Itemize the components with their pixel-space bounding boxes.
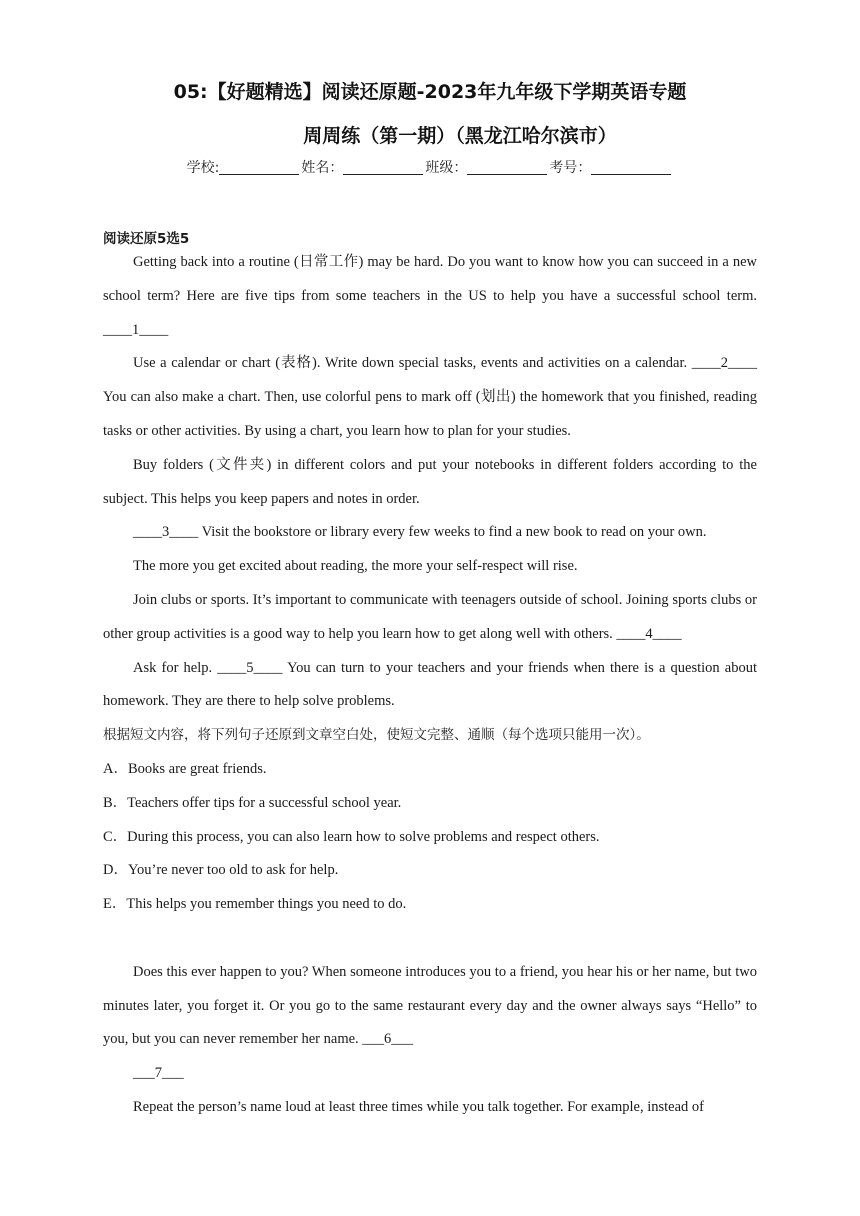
exam-no-label: 考号： xyxy=(549,160,592,176)
instruction-text: 根据短文内容，将下列句子还原到文章空白处，使短文完整、通顺（每个选项只能用一次）。 xyxy=(103,727,650,744)
passage2-paragraph: Repeat the person’s name loud at least three times while you talk together. For example, instead of xyxy=(133,1098,704,1115)
exam-no-blank xyxy=(591,160,671,175)
passage1-paragraph: Ask for help. ____5____ You can turn to your teachers and your friends when there is a question about homework. They are there to help solve problems. xyxy=(103,659,757,710)
document-title-line2: 周周练（第一期）（黑龙江哈尔滨市） xyxy=(303,125,617,147)
passage1-paragraph: ____3____ Visit the bookstore or library every few weeks to find a new book to read on your own. xyxy=(133,524,707,541)
option-c: C．During this process, you can also learn how to solve problems and respect others. xyxy=(103,828,600,845)
passage1-paragraph: Getting back into a routine (日常工作) may be hard. Do you want to know how you can succeed in a new school term? Here are five tips from some teachers in the US to help you have a successful school term. ____1____ xyxy=(103,254,757,338)
option-e: E．This helps you remember things you need to do. xyxy=(103,896,407,913)
passage1-paragraph: The more you get excited about reading, the more your self-respect will rise. xyxy=(133,558,578,575)
option-a: A．Books are great friends. xyxy=(103,760,267,777)
passage2-paragraph: Does this ever happen to you? When someone introduces you to a friend, you hear his or her name, but two minutes later, you forget it. Or you go to the same restaurant every day and the owner always says “Hello” to you, but you can never remember her name. ___6___ xyxy=(103,963,757,1048)
school-label: 学校: xyxy=(186,160,220,176)
name-label: 姓名： xyxy=(301,160,344,176)
passage1-paragraph: Buy folders (文件夹) in different colors and put your notebooks in different folders according to the subject. This helps you keep papers and notes in order. xyxy=(103,456,757,507)
school-blank xyxy=(219,160,299,175)
class-blank xyxy=(467,160,547,175)
document-title-line1: 05:【好题精选】阅读还原题-2023年九年级下学期英语专题 xyxy=(173,81,687,103)
passage-content xyxy=(103,246,757,1125)
class-label: 班级： xyxy=(425,160,468,176)
section-title: 阅读还原5选5 xyxy=(103,231,190,247)
option-b: B．Teachers offer tips for a successful school year. xyxy=(103,794,402,811)
student-info-line xyxy=(0,157,860,177)
name-blank xyxy=(343,160,423,175)
spacer xyxy=(103,922,757,956)
option-d: D．You’re never too old to ask for help. xyxy=(103,862,339,879)
passage2-paragraph: ___7___ xyxy=(133,1065,184,1082)
passage1-paragraph: Use a calendar or chart (表格). Write down special tasks, events and activities on a calendar. ____2____ You can also make a chart. Then, use colorful pens to mark off (划出) the homework that you finished, reading tasks or other activities. By using a chart, you learn how to plan for your studies. xyxy=(103,355,757,439)
passage1-paragraph: Join clubs or sports. It’s important to communicate with teenagers outside of school. Joining sports clubs or other group activities is a good way to help you learn how to get along well with others. ____4____ xyxy=(103,591,757,642)
